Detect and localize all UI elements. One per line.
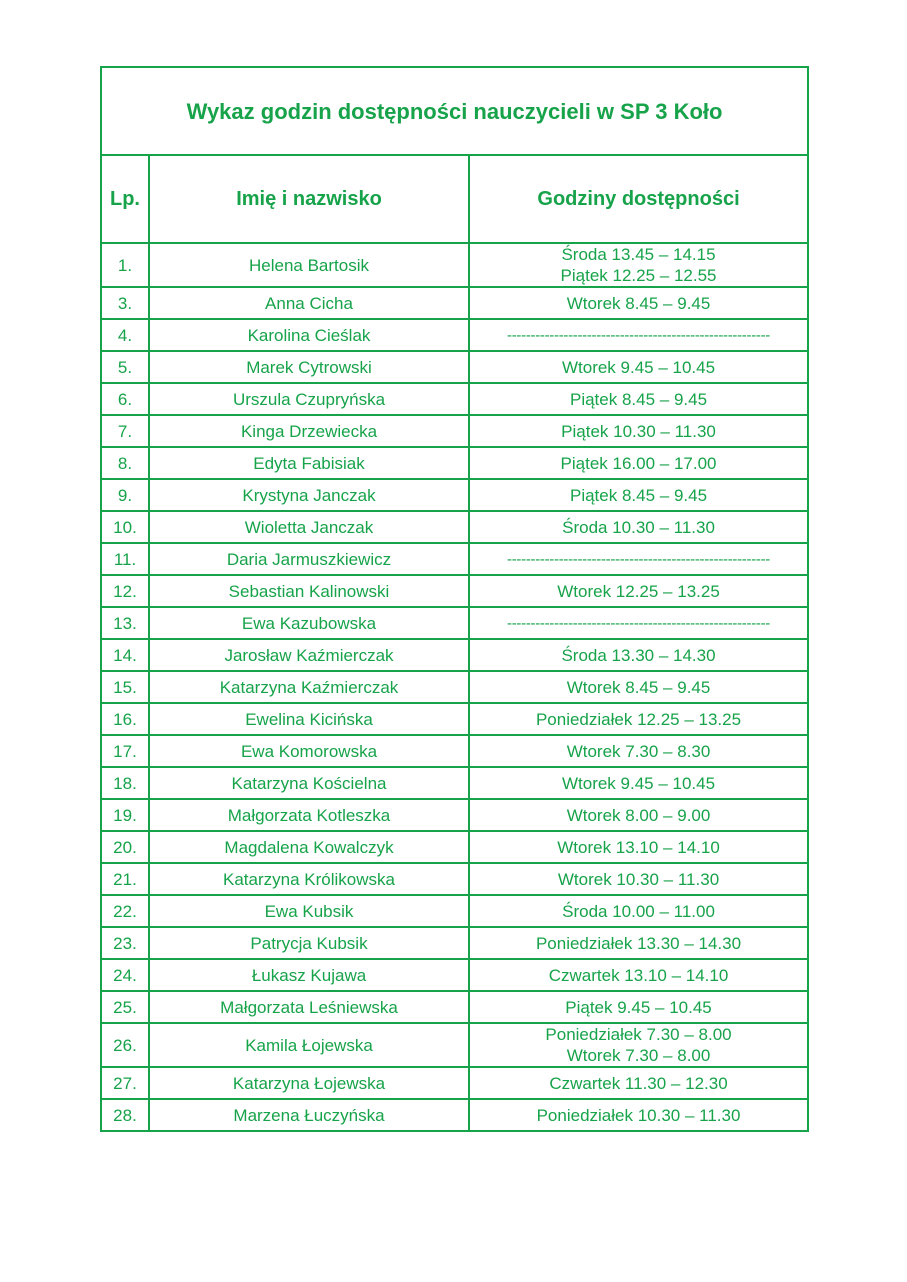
availability-cell bbox=[469, 735, 808, 767]
table-row bbox=[101, 831, 808, 863]
availability-cell bbox=[469, 703, 808, 735]
teacher-name: Jarosław Kaźmierczak bbox=[149, 639, 469, 671]
availability-cell bbox=[469, 767, 808, 799]
header-row bbox=[101, 155, 808, 243]
availability-hours: Wtorek 8.45 – 9.45 bbox=[566, 677, 711, 697]
teacher-name: Karolina Cieślak bbox=[149, 319, 469, 351]
availability-hours: Poniedziałek 13.30 – 14.30 bbox=[535, 933, 742, 953]
row-number: 24. bbox=[101, 959, 149, 991]
availability-hours: Wtorek 12.25 – 13.25 bbox=[557, 581, 720, 601]
availability-hours: Poniedziałek 12.25 – 13.25 bbox=[535, 709, 742, 729]
table-row bbox=[101, 351, 808, 383]
availability-cell bbox=[469, 863, 808, 895]
availability-hours: Środa 13.30 – 14.30 bbox=[561, 645, 716, 665]
availability-hours: Środa 10.30 – 11.30 bbox=[562, 517, 715, 537]
availability-hours: Wtorek 7.30 – 8.00 bbox=[566, 1046, 711, 1065]
availability-hours: Środa 10.00 – 11.00 bbox=[562, 901, 715, 921]
table-row bbox=[101, 895, 808, 927]
availability-hours: Piątek 9.45 – 10.45 bbox=[565, 997, 712, 1017]
row-number: 1. bbox=[101, 243, 149, 287]
table-row bbox=[101, 447, 808, 479]
teacher-name: Ewelina Kicińska bbox=[149, 703, 469, 735]
availability-hours: Wtorek 8.45 – 9.45 bbox=[566, 293, 711, 313]
row-number: 10. bbox=[101, 511, 149, 543]
availability-cell bbox=[469, 383, 808, 415]
teacher-name: Kinga Drzewiecka bbox=[149, 415, 469, 447]
availability-table bbox=[100, 66, 809, 1132]
teacher-name: Małgorzata Leśniewska bbox=[149, 991, 469, 1023]
availability-hours: Czwartek 11.30 – 12.30 bbox=[549, 1073, 728, 1093]
row-number: 11. bbox=[101, 543, 149, 575]
availability-cell bbox=[469, 415, 808, 447]
teacher-name: Urszula Czupryńska bbox=[149, 383, 469, 415]
teacher-name: Kamila Łojewska bbox=[149, 1023, 469, 1067]
availability-hours: Piątek 16.00 – 17.00 bbox=[560, 453, 717, 473]
table-row bbox=[101, 575, 808, 607]
row-number: 6. bbox=[101, 383, 149, 415]
teacher-name: Małgorzata Kotleszka bbox=[149, 799, 469, 831]
no-availability-dashes: -------------------------------------------------------- bbox=[507, 550, 770, 568]
availability-cell bbox=[469, 479, 808, 511]
availability-hours: Wtorek 13.10 – 14.10 bbox=[557, 837, 720, 857]
row-number: 20. bbox=[101, 831, 149, 863]
row-number: 18. bbox=[101, 767, 149, 799]
availability-hours: Wtorek 10.30 – 11.30 bbox=[557, 869, 720, 889]
table-row bbox=[101, 1023, 808, 1067]
availability-cell bbox=[469, 243, 808, 287]
availability-hours: Wtorek 9.45 – 10.45 bbox=[561, 357, 716, 377]
row-number: 26. bbox=[101, 1023, 149, 1067]
row-number: 23. bbox=[101, 927, 149, 959]
table-row bbox=[101, 1099, 808, 1131]
row-number: 14. bbox=[101, 639, 149, 671]
availability-cell bbox=[469, 511, 808, 543]
teacher-name: Anna Cicha bbox=[149, 287, 469, 319]
availability-cell bbox=[469, 1023, 808, 1067]
availability-hours: Wtorek 7.30 – 8.30 bbox=[566, 741, 711, 761]
table-row bbox=[101, 543, 808, 575]
teacher-name: Łukasz Kujawa bbox=[149, 959, 469, 991]
teacher-name: Katarzyna Łojewska bbox=[149, 1067, 469, 1099]
table-row bbox=[101, 607, 808, 639]
teacher-name: Marek Cytrowski bbox=[149, 351, 469, 383]
table-row bbox=[101, 767, 808, 799]
document-title: Wykaz godzin dostępności nauczycieli w SP 3 Koło bbox=[101, 67, 808, 155]
row-number: 8. bbox=[101, 447, 149, 479]
row-number: 4. bbox=[101, 319, 149, 351]
teacher-name: Ewa Komorowska bbox=[149, 735, 469, 767]
availability-hours: Poniedziałek 7.30 – 8.00 bbox=[545, 1025, 732, 1044]
availability-hours: Piątek 8.45 – 9.45 bbox=[569, 389, 708, 409]
row-number: 22. bbox=[101, 895, 149, 927]
teacher-name: Daria Jarmuszkiewicz bbox=[149, 543, 469, 575]
row-number: 21. bbox=[101, 863, 149, 895]
availability-cell bbox=[469, 351, 808, 383]
teacher-name: Magdalena Kowalczyk bbox=[149, 831, 469, 863]
row-number: 5. bbox=[101, 351, 149, 383]
row-number: 28. bbox=[101, 1099, 149, 1131]
row-number: 15. bbox=[101, 671, 149, 703]
table-row bbox=[101, 703, 808, 735]
row-number: 7. bbox=[101, 415, 149, 447]
teacher-name: Sebastian Kalinowski bbox=[149, 575, 469, 607]
availability-hours: Piątek 10.30 – 11.30 bbox=[561, 421, 716, 441]
teacher-name: Edyta Fabisiak bbox=[149, 447, 469, 479]
teacher-name: Katarzyna Królikowska bbox=[149, 863, 469, 895]
availability-cell bbox=[469, 575, 808, 607]
column-header-lp: Lp. bbox=[101, 155, 149, 243]
teacher-name: Ewa Kubsik bbox=[149, 895, 469, 927]
row-number: 25. bbox=[101, 991, 149, 1023]
row-number: 19. bbox=[101, 799, 149, 831]
availability-cell bbox=[469, 671, 808, 703]
row-number: 17. bbox=[101, 735, 149, 767]
column-header-name: Imię i nazwisko bbox=[149, 155, 469, 243]
availability-cell bbox=[469, 287, 808, 319]
table-row bbox=[101, 927, 808, 959]
row-number: 16. bbox=[101, 703, 149, 735]
availability-cell bbox=[469, 319, 808, 351]
table-row bbox=[101, 511, 808, 543]
availability-hours: Wtorek 8.00 – 9.00 bbox=[566, 805, 711, 825]
no-availability-dashes: -------------------------------------------------------- bbox=[507, 614, 770, 632]
availability-hours: Piątek 8.45 – 9.45 bbox=[569, 485, 708, 505]
availability-cell bbox=[469, 639, 808, 671]
table-row bbox=[101, 319, 808, 351]
table-row bbox=[101, 639, 808, 671]
table-row bbox=[101, 287, 808, 319]
row-number: 12. bbox=[101, 575, 149, 607]
table-row bbox=[101, 415, 808, 447]
teacher-name: Wioletta Janczak bbox=[149, 511, 469, 543]
row-number: 9. bbox=[101, 479, 149, 511]
availability-cell bbox=[469, 543, 808, 575]
teacher-name: Katarzyna Kaźmierczak bbox=[149, 671, 469, 703]
availability-cell bbox=[469, 927, 808, 959]
availability-hours: Środa 13.45 – 14.15 bbox=[561, 245, 716, 264]
table-row bbox=[101, 1067, 808, 1099]
availability-hours: Piątek 12.25 – 12.55 bbox=[560, 266, 717, 285]
teacher-name: Krystyna Janczak bbox=[149, 479, 469, 511]
availability-cell bbox=[469, 959, 808, 991]
table-row bbox=[101, 863, 808, 895]
availability-cell bbox=[469, 895, 808, 927]
column-header-availability: Godziny dostępności bbox=[469, 155, 808, 243]
row-number: 27. bbox=[101, 1067, 149, 1099]
availability-hours: Czwartek 13.10 – 14.10 bbox=[548, 965, 729, 985]
table-row bbox=[101, 671, 808, 703]
availability-cell bbox=[469, 607, 808, 639]
availability-cell bbox=[469, 799, 808, 831]
row-number: 3. bbox=[101, 287, 149, 319]
teacher-name: Marzena Łuczyńska bbox=[149, 1099, 469, 1131]
teacher-name: Katarzyna Kościelna bbox=[149, 767, 469, 799]
table-row bbox=[101, 243, 808, 287]
teacher-name: Ewa Kazubowska bbox=[149, 607, 469, 639]
row-number: 13. bbox=[101, 607, 149, 639]
teacher-name: Helena Bartosik bbox=[149, 243, 469, 287]
availability-cell bbox=[469, 831, 808, 863]
availability-hours: Poniedziałek 10.30 – 11.30 bbox=[536, 1105, 741, 1125]
availability-cell bbox=[469, 991, 808, 1023]
table-body bbox=[101, 243, 808, 1131]
availability-cell bbox=[469, 1067, 808, 1099]
availability-cell bbox=[469, 447, 808, 479]
table-row bbox=[101, 479, 808, 511]
table-row bbox=[101, 991, 808, 1023]
table-row bbox=[101, 799, 808, 831]
availability-cell bbox=[469, 1099, 808, 1131]
table-row bbox=[101, 735, 808, 767]
table-row bbox=[101, 959, 808, 991]
teacher-name: Patrycja Kubsik bbox=[149, 927, 469, 959]
table-row bbox=[101, 383, 808, 415]
availability-hours: Wtorek 9.45 – 10.45 bbox=[561, 773, 716, 793]
no-availability-dashes: -------------------------------------------------------- bbox=[507, 326, 770, 344]
